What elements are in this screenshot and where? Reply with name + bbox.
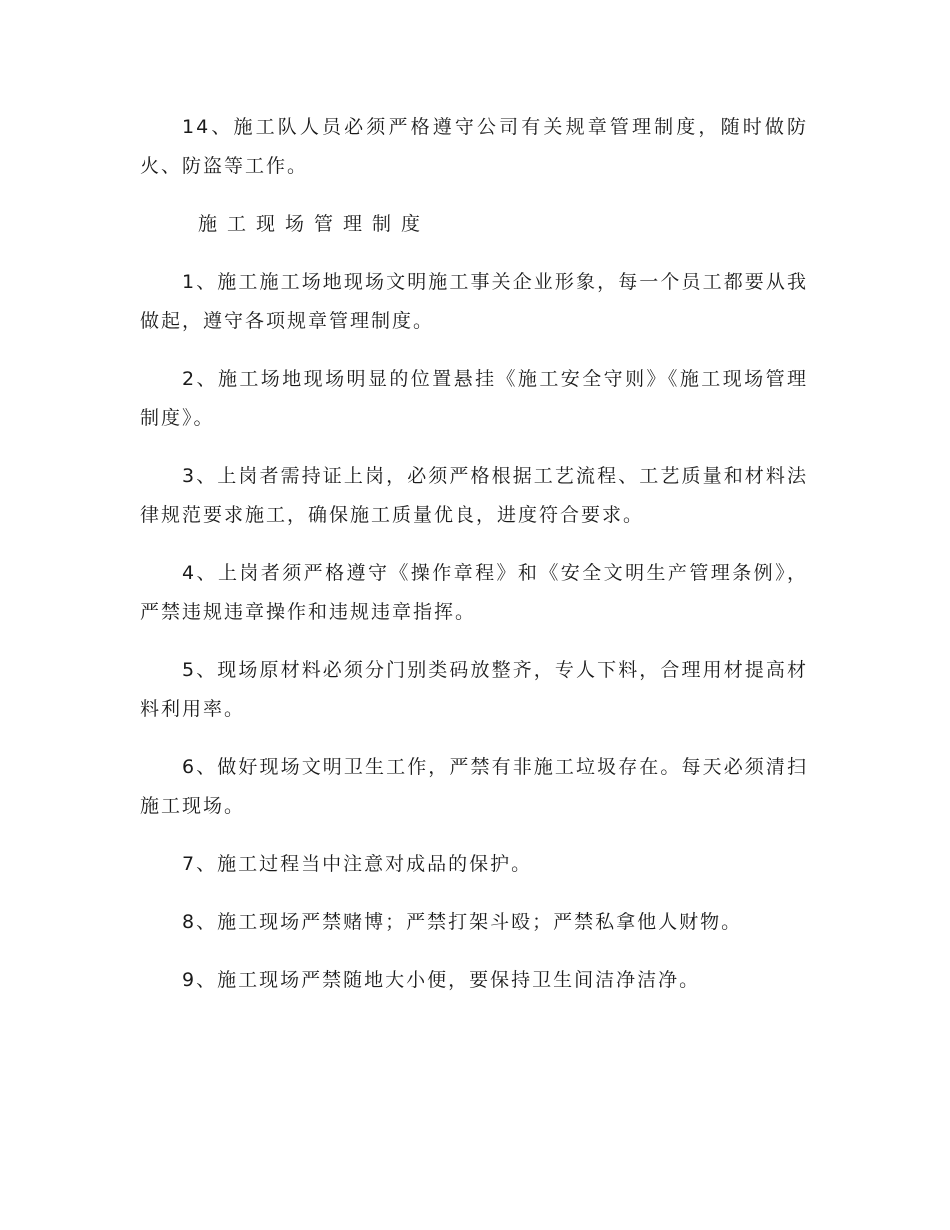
rule-9: 9、施工现场严禁随地大小便，要保持卫生间洁净洁净。 [182, 969, 701, 991]
rule-1: 1、施工施工场地现场文明施工事关企业形象，每一个员工都要从我做起，遵守各项规章管理制度。 [140, 271, 808, 332]
rule-7: 7、施工过程当中注意对成品的保护。 [182, 853, 533, 875]
section-heading: 施工现场管理制度 [198, 213, 431, 235]
paragraph-item-14: 14、施工队人员必须严格遵守公司有关规章管理制度，随时做防火、防盗等工作。 [140, 116, 808, 177]
rule-4: 4、上岗者须严格遵守《操作章程》和《安全文明生产管理条例》，严禁违规违章操作和违规违章指挥。 [140, 562, 808, 623]
rule-2: 2、施工场地现场明显的位置悬挂《施工安全守则》《施工现场管理制度》。 [140, 368, 808, 429]
rule-8: 8、施工现场严禁赌博；严禁打架斗殴；严禁私拿他人财物。 [182, 911, 743, 933]
rule-6: 6、做好现场文明卫生工作，严禁有非施工垃圾存在。每天必须清扫施工现场。 [140, 756, 808, 817]
document-body [140, 108, 808, 1019]
rule-3: 3、上岗者需持证上岗，必须严格根据工艺流程、工艺质量和材料法律规范要求施工，确保施工质量优良，进度符合要求。 [140, 465, 808, 526]
rule-5: 5、现场原材料必须分门别类码放整齐，专人下料，合理用材提高材料利用率。 [140, 659, 808, 720]
